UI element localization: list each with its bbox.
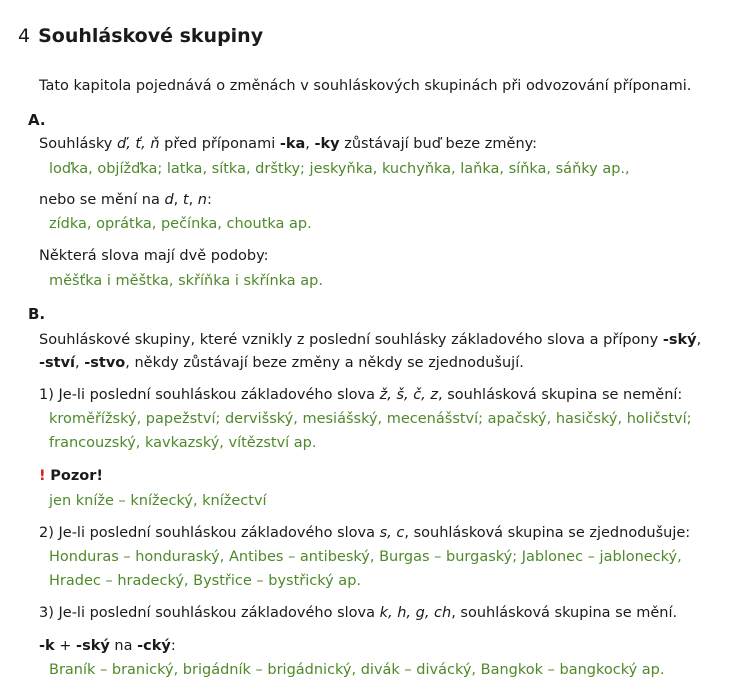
section-a-examples3: měšťka i měštka, skříňka i skřínka ap. bbox=[49, 273, 323, 289]
suffix: -cký bbox=[137, 638, 171, 654]
section-text: Souhláskové skupiny, které vznikly z poslední souhlásky základového slova a přípony bbox=[39, 332, 663, 348]
rule-text: nebo se mění na bbox=[39, 192, 165, 208]
chapter-heading bbox=[18, 25, 263, 47]
rule-text: před příponami bbox=[159, 136, 280, 152]
section-b-text2 bbox=[39, 353, 524, 373]
point-1 bbox=[39, 385, 682, 405]
point-1-examples-2: francouzský, kavkazský, vítězství ap. bbox=[49, 435, 317, 451]
section-a-rule1 bbox=[39, 134, 537, 154]
point-3 bbox=[39, 603, 677, 623]
section-text: , bbox=[75, 355, 85, 371]
section-a-label: A. bbox=[28, 111, 46, 129]
suffix: -k bbox=[39, 638, 55, 654]
point-letters: s, c bbox=[379, 525, 405, 541]
rule-letters: ď, ť, ň bbox=[117, 136, 160, 152]
suffix: -ky bbox=[314, 136, 340, 152]
section-text: , někdy zůstávají beze změny a někdy se zjednodušují. bbox=[125, 355, 524, 371]
rule-letter: t bbox=[182, 192, 189, 208]
section-text: , bbox=[696, 332, 702, 348]
rule-text: na bbox=[109, 638, 138, 654]
rule-text: , bbox=[173, 192, 183, 208]
point-letters: ž, š, č, z bbox=[379, 387, 439, 403]
point-letters: k, h, g, ch bbox=[379, 605, 452, 621]
section-a-rule2 bbox=[39, 190, 212, 210]
point-3-examples: Braník – branický, brigádník – brigádnický, divák – divácký, Bangkok – bangkocký ap. bbox=[49, 662, 665, 678]
point-text: , souhlásková skupina se nemění: bbox=[438, 387, 683, 403]
suffix: -stvo bbox=[84, 355, 126, 371]
rule-text: Souhlásky bbox=[39, 136, 117, 152]
intro-text: Tato kapitola pojednává o změnách v souhláskových skupinách při odvozování příponami. bbox=[39, 78, 692, 94]
chapter-title: Souhláskové skupiny bbox=[38, 25, 264, 47]
rule-text: : bbox=[170, 638, 176, 654]
point-2-examples-1: Honduras – honduraský, Antibes – antibeský, Burgas – burgaský; Jablonec – jablonecký, bbox=[49, 549, 682, 565]
suffix: -ství bbox=[39, 355, 76, 371]
rule-text: zůstávají buď beze změny: bbox=[339, 136, 538, 152]
rule-letter: d bbox=[164, 192, 174, 208]
point-2-examples-2: Hradec – hradecký, Bystřice – bystřický ap. bbox=[49, 573, 362, 589]
point-3-rule bbox=[39, 636, 176, 656]
rule-text: : bbox=[207, 192, 212, 208]
point-text: , souhlásková skupina se mění. bbox=[451, 605, 678, 621]
rule-text: + bbox=[54, 638, 77, 654]
suffix: -ka bbox=[279, 136, 306, 152]
point-text: , souhlásková skupina se zjednodušuje: bbox=[404, 525, 691, 541]
section-a-examples1: loďka, objížďka; latka, sítka, drštky; jeskyňka, kuchyňka, laňka, síňka, sáňky ap., bbox=[49, 161, 630, 177]
chapter-number: 4 bbox=[18, 25, 31, 47]
suffix: -ský bbox=[76, 638, 110, 654]
section-b-label: B. bbox=[28, 305, 46, 323]
rule-text: , bbox=[305, 136, 315, 152]
section-a-examples2: zídka, oprátka, pečínka, choutka ap. bbox=[49, 216, 312, 232]
section-a-rule3: Některá slova mají dvě podoby: bbox=[39, 248, 269, 264]
rule-text: , bbox=[188, 192, 198, 208]
point-2 bbox=[39, 523, 690, 543]
warning-title: Pozor! bbox=[50, 468, 103, 484]
point-text: 3) Je-li poslední souhláskou základového slova bbox=[39, 605, 380, 621]
point-text: 2) Je-li poslední souhláskou základového slova bbox=[39, 525, 380, 541]
section-b-text1 bbox=[39, 330, 701, 350]
warning-examples: jen kníže – knížecký, knížectví bbox=[49, 493, 267, 509]
warning bbox=[39, 466, 103, 486]
warning-icon: ! bbox=[39, 468, 46, 484]
rule-letter: n bbox=[197, 192, 207, 208]
suffix: -ský bbox=[662, 332, 697, 348]
point-1-examples-1: kroměřížský, papežství; dervišský, mesiášský, mecenášství; apačský, hasičský, holičství; bbox=[49, 411, 692, 427]
point-text: 1) Je-li poslední souhláskou základového slova bbox=[39, 387, 380, 403]
